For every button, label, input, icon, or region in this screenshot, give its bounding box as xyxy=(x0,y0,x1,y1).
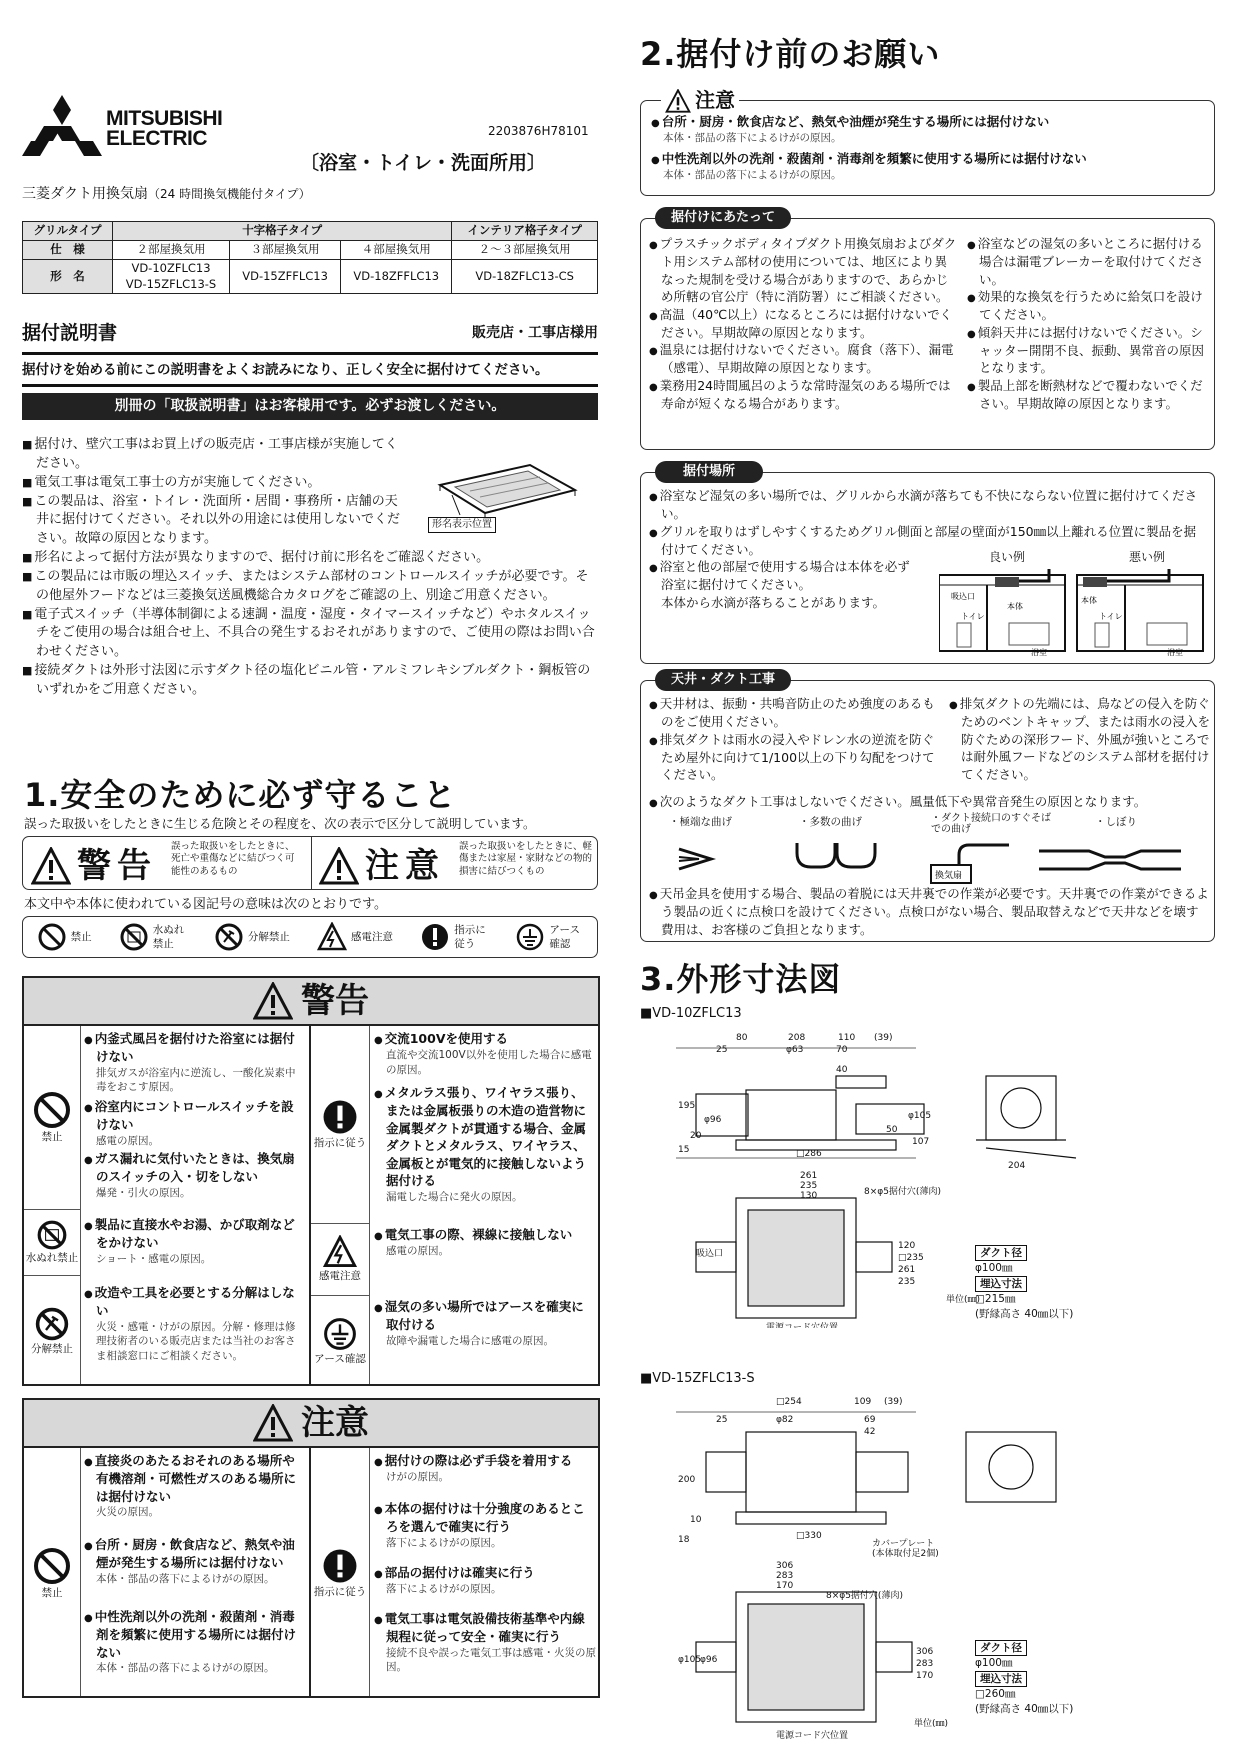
symbols-lead: 本文中や本体に使われている図記号の意味は次のとおりです。 xyxy=(24,897,387,912)
svg-text:トイレ: トイレ xyxy=(1099,612,1123,621)
caution-instruction-icon: 指示に従う xyxy=(311,1448,369,1698)
svg-text:70: 70 xyxy=(836,1045,848,1055)
no-water-icon xyxy=(119,922,149,952)
svg-text:235: 235 xyxy=(800,1181,818,1191)
svg-text:204: 204 xyxy=(1008,1161,1026,1171)
warning-left-list: ● 内釜式風呂を据付けた浴室には据付けない 排気ガスが浴室内に逆流し、一酸化炭素中毒をおこす原因。 ● 浴室内にコントロールスイッチを設けない 感電の原因。 ● ガス漏れに気付いたときは、換気扇のスイッチの入・切をしない 爆発・引火の原因。 ● 製品に直接水やお湯、かび取剤などをかけない ショート・感電の原因。 ● 改造や工具を必要とする分解はしない 火災・感電・けがの原因。分解・修理は修理技術者のいる販売店または当社のお客さま相談窓口にご相談ください。 xyxy=(84,1030,304,1364)
caution-triangle-icon xyxy=(319,847,359,885)
svg-text:電源コード穴位置: 電源コード穴位置 xyxy=(766,1323,839,1328)
svg-text:261: 261 xyxy=(800,1171,818,1181)
symbol-no-disassembly: 分解禁止 xyxy=(214,922,290,952)
caution-prohibit-icon: 禁止 xyxy=(24,1448,80,1698)
svg-text:25: 25 xyxy=(716,1045,728,1055)
warning-right-list: ● 交流100Vを使用する 直流や交流100V以外を使用した場合に感電の原因。 ● メタルラス張り、ワイヤラス張り、または金属板張りの木造の造営物に金属製ダクトが貫通する場合、金属ダクトとメタルラス、ワイヤラス、金属板とが電気的に接触しないよう据付ける 漏電した場合に発火の原因。 ● 電気工事の際、裸線に接触しない 感電の原因。 ● 湿気の多い場所ではアースを確実に取付ける 故障や漏電した場合に感電の原因。 xyxy=(374,1030,596,1348)
caution-right-list: ● 据付けの際は必ず手袋を着用する けがの原因。 ● 本体の据付けは十分強度のあるところを選んで確実に行う 落下によるけがの原因。 ● 部品の据付けは確実に行う 落下によるけがの原因。 ● 電気工事は電気設備技術基準や内線規程に従って安全・確実に行う 接続不良や誤った電気工事は感電・火災の原因。 xyxy=(374,1452,596,1675)
no-disassembly-group-icon: 分解禁止 xyxy=(24,1276,80,1386)
svg-text:200: 200 xyxy=(678,1475,696,1485)
customer-manual-notice: 別冊の「取扱説明書」はお客様用です。必ずお渡しください。 xyxy=(22,393,598,420)
svg-text:170: 170 xyxy=(776,1581,794,1591)
svg-text:浴室: 浴室 xyxy=(1031,648,1047,657)
symbol-follow: 指示に従う xyxy=(420,922,488,952)
svg-text:283: 283 xyxy=(916,1659,934,1669)
instruction-group-icon: 指示に従う xyxy=(311,1026,369,1224)
category-heading: 〔浴室・トイレ・洗面所用〕 xyxy=(300,152,547,174)
no-water-group-icon: 水ぬれ禁止 xyxy=(24,1210,80,1276)
hazard-legend: 警告 誤った取扱いをしたときに、死亡や重傷などに結びつく可能性のあるもの 注意 誤った取扱いをしたときに、軽傷または家屋・家財などの物的損害に結びつくもの xyxy=(22,836,598,890)
svg-text:109: 109 xyxy=(854,1397,872,1407)
svg-text:42: 42 xyxy=(864,1427,876,1437)
svg-text:20: 20 xyxy=(690,1131,702,1141)
svg-text:φ63: φ63 xyxy=(786,1045,804,1055)
electric-shock-icon xyxy=(317,922,347,952)
svg-text:50: 50 xyxy=(886,1125,898,1135)
caution-left-list: ● 直接炎のあたるおそれのある場所や有機溶剤・可燃性ガスのある場所には据付けない 火災の原因。 ● 台所・厨房・飲食店など、熱気や油煙が発生する場所には据付けない 本体・部品の落下によるけがの原因。 ● 中性洗剤以外の洗剤・殺菌剤・消毒剤を頻繁に使用する場所には据付けない 本体・部品の落下によるけがの原因。 xyxy=(84,1452,304,1676)
three-diamonds-icon xyxy=(22,95,102,157)
symbol-shock: 感電注意 xyxy=(317,922,393,952)
svg-text:(本体取付足2個): (本体取付足2個) xyxy=(872,1549,939,1559)
earth-group-icon: アース確認 xyxy=(311,1296,369,1386)
no-disassembly-icon xyxy=(214,922,244,952)
section3-title: 3.外形寸法図 xyxy=(640,960,842,998)
vd15-duct-spec: ダクト径 φ100㎜ 埋込寸法 □260㎜ (野縁高さ 40㎜以下) xyxy=(975,1642,1074,1715)
mitsubishi-logo: MITSUBISHI ELECTRIC xyxy=(22,95,102,161)
svg-text:40: 40 xyxy=(836,1065,848,1075)
install-manual-header: 据付説明書 販売店・工事店様用 据付けを始める前にこの説明書をよくお読みになり、正しく安全に据付けてください。 別冊の「取扱説明書」はお客様用です。必ずお渡しください。 xyxy=(22,320,598,420)
svg-text:130: 130 xyxy=(800,1191,818,1201)
ceiling-duct-work-box: 天井・ダクト工事 ● 天井材は、振動・共鳴音防止のため強度のあるものをご使用ください。 ● 排気ダクトは雨水の浸入やドレン水の逆流を防ぐため屋外に向けて1/100以上の下り勾配をつけてください。 ● 排気ダクトの先端には、鳥などの侵入を防ぐためのベントキャップ、または雨水の浸入を防ぐための深形フード、外風が強いところでは耐外風フードなどのシステム部材を据付けてください。 ● 次のようなダクト工事はしないでください。風量低下や異常音発生の原因となります。 ・極端な曲げ ・多数の曲げ ・ダクト接続口のすぐそばでの曲げ ・しぼり 換気扇 ● 天吊金具を使用する場合、製品の着脱には天井裏での作業が必要です。天井裏での作業ができるよう製品の近くに点検口を設けてください。点検口がない場合、製品取替えなどで天井などを壊す費用は、お客様のご負担となります。 xyxy=(640,680,1215,942)
vd10-dimension-drawing xyxy=(676,1028,1216,1328)
svg-text:195: 195 xyxy=(678,1101,696,1111)
svg-text:φ105: φ105 xyxy=(678,1655,702,1665)
svg-text:25: 25 xyxy=(716,1415,728,1425)
svg-text:□235: □235 xyxy=(898,1253,924,1263)
model1-label: ■VD-10ZFLC13 xyxy=(640,1006,742,1021)
svg-text:235: 235 xyxy=(898,1277,916,1287)
symbols-legend xyxy=(22,916,598,958)
section2-title: 2.据付け前のお願い xyxy=(640,35,941,73)
caution-table: 注意 禁止 指示に従う ● 直接炎のあたるおそれのある場所や有機溶剤・可燃性ガスのある場所には据付けない 火災の原因。 ● 台所・厨房・飲食店など、熱気や油煙が発生する場所には据付けない 本体・部品の落下によるけがの原因。 ● 中性洗剤以外の洗剤・殺菌剤・消毒剤を頻繁に使用する場所には据付けない 本体・部品の落下によるけがの原因。 ● 据付けの際は必ず手袋を着用する けがの原因。 ● 本体の据付けは十分強度のあるところを選んで確実に行う 落下によるけがの原因。 ● 部品の据付けは確実に行う 落下によるけがの原因。 ● 電気工事は電気設備技術基準や内線規程に従って安全・確実に行う 接続不良や誤った電気工事は感電・火災の原因。 xyxy=(22,1398,600,1698)
installation-notes-box: 据付けにあたって ● プラスチックボディタイプダクト用換気扇およびダクト用システム部材の使用については、地区により異なった規制を受ける場合がありますので、あらかじめ所轄の官公庁（特に消防署）にご相談ください。 ● 高温（40℃以上）になるところには据付けないでください。早期故障の原因となります。 ● 温泉には据付けないでください。腐食（落下）、漏電（感電）、早期故障の原因となります。 ● 業務用24時間風呂のような常時湿気のある場所では寿命が短くなる場合があります。 ● 浴室などの湿気の多いところに据付ける場合は漏電ブレーカーを取付けてください。 ● 効果的な換気を行うために給気口を設けてください。 ● 傾斜天井には据付けないでください。シャッター開閉不良、振動、異常音の原因となります。 ● 製品上部を断熱材などで覆わないでください。早期故障の原因となります。 xyxy=(640,218,1215,450)
caution-triangle-icon xyxy=(253,1404,293,1442)
bad-duct-examples: ・極端な曲げ ・多数の曲げ ・ダクト接続口のすぐそばでの曲げ ・しぼり 換気扇 xyxy=(669,815,1209,885)
svg-text:8×φ5据付穴(薄肉): 8×φ5据付穴(薄肉) xyxy=(826,1591,903,1601)
spec-table: グリルタイプ 十字格子タイプ インテリア格子タイプ 仕 様 ２部屋換気用 ３部屋換気用 ４部屋換気用 ２〜３部屋換気用 形 名 VD-10ZFLC13 VD-15ZFLC13-S VD-15ZFFLC13 VD-18ZFFLC13 VD-18ZFLC13-CS xyxy=(22,221,598,294)
symbol-no-water: 水ぬれ禁止 xyxy=(119,922,187,952)
earth-ground-icon xyxy=(515,922,545,952)
intro-list: ■ 据付け、壁穴工事はお買上げの販売店・工事店様が実施してください。 ■ 電気工事は電気工事士の方が実施してください。 ■ この製品は、浴室・トイレ・洗面所・居間・事務所・店舗の天井に据付けてください。それ以外の用途には使用しないでください。故障の原因となります。 ■ 形名によって据付方法が異なりますので、据付け前に形名をご確認ください。 ■ この製品には市販の埋込スイッチ、またはシステム部材のコントロールスイッチが必要です。その他屋外フードなどは三菱換気送風機総合カタログをご確認の上、別途ご用意ください。 ■ 電子式スイッチ（半導体制御による速調・温度・湿度・タイマースイッチなど）やホタルスイッチをご使用の場合は組合せ上、不具合の発生するおそれがありますので、ご使用の際はお問い合わせください。 ■ 接続ダクトは外形寸法図に示すダクト径の塩化ビニル管・アルミフレキシブルダクト・鋼板管のいずれかをご用意ください。 xyxy=(22,436,600,700)
svg-text:8×φ5据付穴(薄肉): 8×φ5据付穴(薄肉) xyxy=(864,1187,941,1197)
prohibit-icon xyxy=(37,922,67,952)
svg-text:吸込口: 吸込口 xyxy=(696,1249,724,1259)
duct-bend-icons xyxy=(669,831,1209,887)
svg-text:10: 10 xyxy=(690,1515,702,1525)
svg-text:電源コード穴位置: 電源コード穴位置 xyxy=(776,1731,849,1741)
svg-text:トイレ: トイレ xyxy=(961,612,985,621)
svg-text:208: 208 xyxy=(788,1033,806,1043)
svg-text:(39): (39) xyxy=(884,1397,903,1407)
svg-text:306: 306 xyxy=(916,1647,934,1657)
svg-text:80: 80 xyxy=(736,1033,748,1043)
svg-text:261: 261 xyxy=(898,1265,916,1275)
installation-location-box: 据付場所 ● 浴室など湿気の多い場所では、グリルから水滴が落ちても不快にならない位置に据付けてください。 ● グリルを取りはずしやすくするためグリル側面と部屋の壁面が150㎜以上離れる位置に製品を据付けてください。 ● 浴室と他の部屋で使用する場合は本体を必ず浴室に据付けてください。 本体から水滴が落ちることがあります。 良い例 悪い例 吸込口 トイレ 本体 浴室 本体 トイレ 浴室 xyxy=(640,472,1215,664)
svg-text:カバープレート: カバープレート xyxy=(872,1539,935,1549)
warning-triangle-icon xyxy=(253,982,293,1020)
svg-text:283: 283 xyxy=(776,1571,794,1581)
svg-text:107: 107 xyxy=(912,1137,930,1147)
instruction-icon xyxy=(420,922,450,952)
product-subtitle: 三菱ダクト用換気扇（24 時間換気機能付タイプ） xyxy=(22,186,311,202)
pre-install-caution-box: 注意 ● 台所・厨房・飲食店など、熱気や油煙が発生する場所には据付けない 本体・部品の落下によるけがの原因。 ● 中性洗剤以外の洗剤・殺菌剤・消毒剤を頻繁に使用する場所には据付けない 本体・部品の落下によるけがの原因。 xyxy=(640,100,1215,196)
svg-text:φ96: φ96 xyxy=(704,1115,722,1125)
svg-text:306: 306 xyxy=(776,1561,794,1571)
svg-text:浴室: 浴室 xyxy=(1167,648,1183,657)
svg-text:(39): (39) xyxy=(874,1033,893,1043)
vd15-dimension-drawing xyxy=(676,1392,1216,1742)
svg-text:110: 110 xyxy=(838,1033,856,1043)
section1-lead: 誤った取扱いをしたときに生じる危険とその程度を、次の表示で区分して説明しています。 xyxy=(24,816,536,831)
svg-text:170: 170 xyxy=(916,1671,934,1681)
svg-text:□286: □286 xyxy=(796,1149,822,1159)
svg-text:φ82: φ82 xyxy=(776,1415,794,1425)
model2-label: ■VD-15ZFLC13-S xyxy=(640,1371,755,1386)
document-number: 2203876H78101 xyxy=(488,124,589,138)
svg-text:φ96: φ96 xyxy=(700,1655,718,1665)
svg-text:単位(㎜): 単位(㎜) xyxy=(914,1719,949,1729)
shock-group-icon: 感電注意 xyxy=(311,1224,369,1296)
location-example-figures: 良い例 悪い例 吸込口 トイレ 本体 浴室 本体 トイレ 浴室 xyxy=(939,551,1207,659)
caution-triangle-icon xyxy=(665,89,691,113)
svg-text:換気扇: 換気扇 xyxy=(935,871,963,881)
svg-text:15: 15 xyxy=(678,1145,690,1155)
svg-text:吸込口: 吸込口 xyxy=(951,592,975,601)
prohibit-group-icon: 禁止 xyxy=(24,1026,80,1210)
svg-text:φ105: φ105 xyxy=(908,1111,932,1121)
section1-title: 1.安全のために必ず守ること xyxy=(24,776,457,814)
symbol-earth: アース確認 xyxy=(515,922,583,952)
vd10-duct-spec: ダクト径 φ100㎜ 埋込寸法 □215㎜ (野縁高さ 40㎜以下) xyxy=(975,1247,1074,1320)
svg-text:69: 69 xyxy=(864,1415,876,1425)
svg-text:本体: 本体 xyxy=(1081,596,1097,605)
svg-text:□254: □254 xyxy=(776,1397,802,1407)
svg-text:□330: □330 xyxy=(796,1531,822,1541)
svg-text:18: 18 xyxy=(678,1535,690,1545)
warning-triangle-icon xyxy=(31,847,71,885)
good-bad-example-icon xyxy=(939,565,1207,657)
svg-text:120: 120 xyxy=(898,1241,916,1251)
svg-text:本体: 本体 xyxy=(1007,602,1023,611)
symbol-prohibit: 禁止 xyxy=(37,922,92,952)
product-illustration: 形名表示位置 xyxy=(430,455,580,541)
warning-table: 警告 禁止 水ぬれ禁止 分解禁止 指示に従う 感電注意 アース確認 ● 内釜式風呂を据付けた浴室には据付けない 排気ガスが浴室内に逆流し、一酸化炭素中毒をおこす原因。 ● 浴室内にコントロールスイッチを設けない 感電の原因。 ● ガス漏れに気付いたときは、換気扇のスイッチの入・切をしない 爆発・引火の原因。 ● 製品に直接水やお湯、かび取剤などをかけない ショート・感電の原因。 ● 改造や工具を必要とする分解はしない 火災・感電・けがの原因。分解・修理は修理技術者のいる販売店または当社のお客さま相談窓口にご相談ください。 ● 交流100Vを使用する 直流や交流100V以外を使用した場合に感電の原因。 ● メタルラス張り、ワイヤラス張り、または金属板張りの木造の造営物に金属製ダクトが貫通する場合、金属ダクトとメタルラス、ワイヤラス、金属板とが電気的に接触しないよう据付ける 漏電した場合に発火の原因。 ● 電気工事の際、裸線に接触しない 感電の原因。 ● 湿気の多い場所ではアースを確実に取付ける 故障や漏電した場合に感電の原因。 xyxy=(22,976,600,1386)
svg-text:単位(㎜): 単位(㎜) xyxy=(946,1295,981,1305)
